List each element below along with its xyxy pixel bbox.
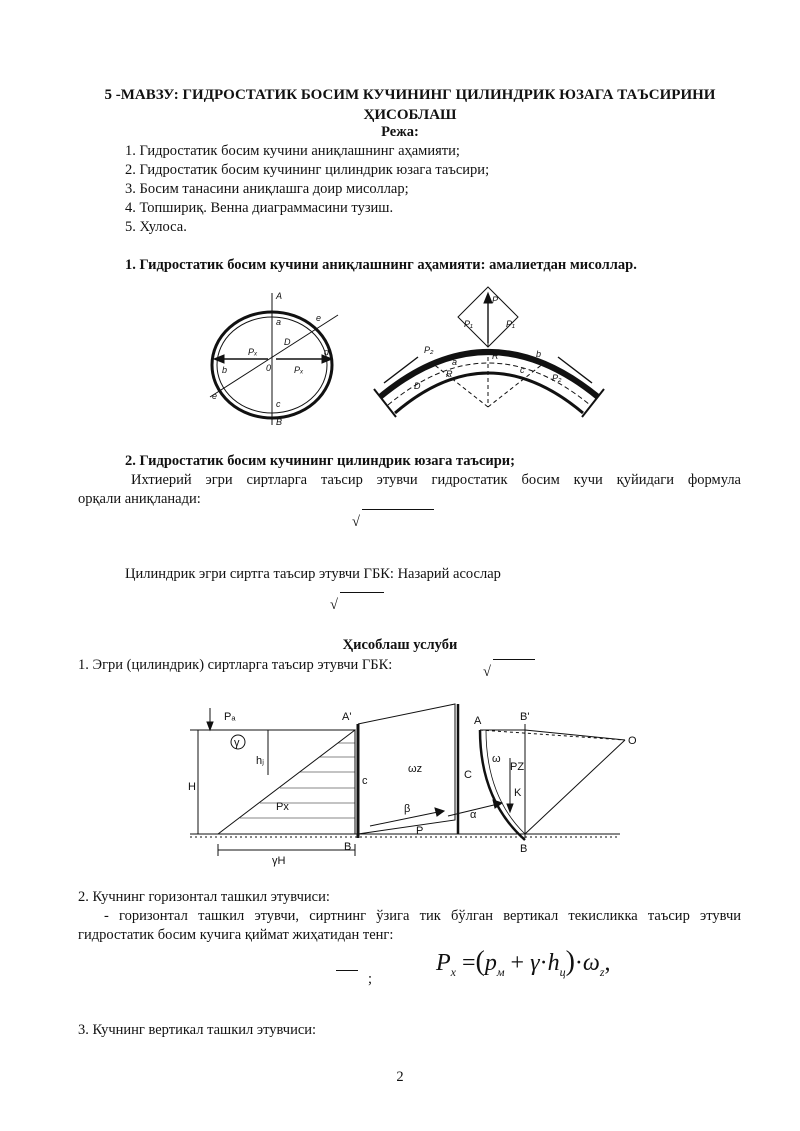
- formula-pm-sub: м: [496, 964, 505, 979]
- section-2-theory-line: Цилиндрик эгри сиртга таъсир этувчи ГБК: Назарий асослар: [125, 566, 501, 582]
- force-item-3: 3. Кучнинг вертикал ташкил этувчиси:: [78, 1022, 317, 1038]
- fig2-label-gamma: γ: [234, 737, 240, 749]
- plan-item-4: 4. Топшириқ. Венна диаграммасини тузиш.: [125, 200, 394, 216]
- fig2-label-gamma-h: γH: [272, 855, 286, 867]
- formula-px: [436, 946, 611, 980]
- page-number: 2: [396, 1069, 404, 1085]
- figure-cylindrical-surface: [180, 700, 670, 870]
- fig1-elbow-d: D: [414, 381, 421, 391]
- formula-sqrt-3-bar: [493, 659, 535, 660]
- fig2-label-H: H: [188, 781, 196, 793]
- method-heading: Ҳисоблаш услуби: [342, 637, 458, 653]
- fig1-elbow-r2: R: [446, 369, 453, 379]
- section-1-heading: 1. Гидростатик босим кучини аниқлашнинг аҳамияти: амалиетдан мисоллар.: [125, 257, 637, 273]
- fig2-label-px: Px: [276, 801, 289, 813]
- formula-h: h: [547, 950, 560, 976]
- fig1-elbow-p2-left: P₂: [424, 345, 434, 355]
- fig1-label-e1: e: [316, 313, 322, 323]
- fig2-label-o: O: [628, 735, 637, 747]
- fig2-label-a: A: [474, 715, 482, 727]
- fig1-label-a: a: [276, 317, 282, 327]
- fig1-label-c: c: [276, 399, 281, 409]
- fig2-label-pz: PZ: [510, 761, 525, 773]
- fig2-label-c2: C: [464, 769, 472, 781]
- formula-lhs-sub: x: [450, 964, 456, 979]
- fig2-label-omega-z: ωz: [408, 763, 423, 775]
- fig1-label-d-cap: D: [284, 337, 291, 347]
- formula-lhs: P: [436, 950, 451, 976]
- fig1-label-zero: 0: [266, 363, 272, 373]
- formula-sqrt-2-bar: [340, 592, 384, 593]
- fig1-elbow-p1-right: P₁: [506, 319, 515, 329]
- formula-omega: ω: [582, 950, 600, 976]
- fig1-elbow-r: R: [492, 351, 499, 361]
- fig1-elbow-b: b: [536, 349, 542, 359]
- fig2-label-p: P: [416, 825, 424, 837]
- fig2-label-omega: ω: [492, 753, 501, 765]
- formula-plus: +: [510, 950, 525, 976]
- plan-item-3: 3. Босим танасини аниқлашга доир мисоллар;: [125, 181, 409, 197]
- fig2-label-b-bottom: B: [344, 841, 352, 853]
- plan-item-2: 2. Гидростатик босим кучининг цилиндрик юзага таъсири;: [125, 162, 490, 178]
- fig1-label-b: b: [222, 365, 228, 375]
- fig1-label-b-cap: B: [276, 417, 283, 427]
- section-2-heading: 2. Гидростатик босим кучининг цилиндрик юзага таъсири;: [125, 453, 515, 469]
- section-2-paragraph-line-2: орқали аниқланади:: [78, 491, 201, 507]
- formula-sqrt-1: √: [352, 514, 360, 530]
- plan-item-5: 5. Хулоса.: [125, 219, 187, 235]
- force-paragraph-line-2: гидростатик босим кучига қиймат жиҳатидан тенг:: [78, 927, 394, 943]
- fig1-elbow-p1-left: P₁: [464, 319, 473, 329]
- formula-dot-1: ·: [539, 950, 548, 976]
- formula-eq: =: [462, 950, 476, 976]
- fig1-elbow-c: c: [520, 365, 525, 375]
- fig1-label-px-right: Pₓ: [294, 365, 304, 375]
- force-paragraph-line-1: - горизонтал ташкил этувчи, сиртнинг ўзига тик бўлган вертикал текисликка таъсир этувчи: [104, 908, 741, 924]
- fig1-label-d: d: [324, 347, 330, 357]
- figure-pipe-diagrams: [200, 285, 620, 430]
- section-2-paragraph-line-1: Ихтиерий эгри сиртларга таъсир этувчи гидростатик босим кучи қуйидаги формула: [131, 472, 741, 488]
- fig2-label-hc: hⱼ: [256, 755, 265, 767]
- formula-h-sub: ц: [559, 964, 566, 979]
- fig1-label-e2: e: [212, 391, 218, 401]
- formula-tail: ,: [604, 950, 611, 976]
- title-line-1: 5 -МАВЗУ: ГИДРОСТАТИК БОСИМ КУЧИНИНГ ЦИЛИНДРИК ЮЗАГА ТАЪСИРИНИ: [104, 87, 716, 103]
- fig2-label-b2: B: [520, 843, 528, 855]
- fig2-label-alpha: α: [470, 809, 477, 821]
- force-item-2: 2. Кучнинг горизонтал ташкил этувчиси:: [78, 889, 330, 905]
- document-title: [60, 85, 760, 125]
- fig2-label-beta: β: [404, 803, 411, 815]
- plan-heading: Режа:: [381, 124, 419, 140]
- fig1-label-a-cap: A: [276, 291, 283, 301]
- fig2-label-a-prime: A': [342, 711, 352, 723]
- fig2-label-pa: Pₐ: [224, 711, 236, 723]
- formula-pm: p: [484, 950, 497, 976]
- formula-semicolon: ;: [368, 971, 373, 987]
- title-line-2: ҲИСОБЛАШ: [363, 107, 457, 123]
- fig1-elbow-p: P: [492, 295, 499, 305]
- formula-dot-2: ·: [574, 950, 583, 976]
- fig1-label-px-left: Pₓ: [248, 347, 258, 357]
- fig2-label-b-prime: B': [520, 711, 530, 723]
- formula-omega-sub: z: [599, 964, 605, 979]
- fig1-elbow-a: a: [452, 357, 458, 367]
- fig2-label-c: c: [362, 775, 368, 787]
- formula-sqrt-3: √: [483, 664, 491, 680]
- formula-gamma: γ: [530, 950, 540, 976]
- fig1-elbow-p2-right: P₂: [552, 373, 562, 383]
- method-line-1: 1. Эгри (цилиндрик) сиртларга таъсир этувчи ГБК:: [78, 657, 393, 673]
- fig2-label-k: K: [514, 787, 522, 799]
- formula-sqrt-1-bar: [362, 509, 434, 510]
- formula-fraction-bar: [336, 970, 358, 971]
- formula-close-paren: ): [565, 946, 575, 977]
- formula-open-paren: (: [475, 946, 485, 977]
- formula-sqrt-2: √: [330, 597, 338, 613]
- plan-item-1: 1. Гидростатик босим кучини аниқлашнинг аҳамияти;: [125, 143, 460, 159]
